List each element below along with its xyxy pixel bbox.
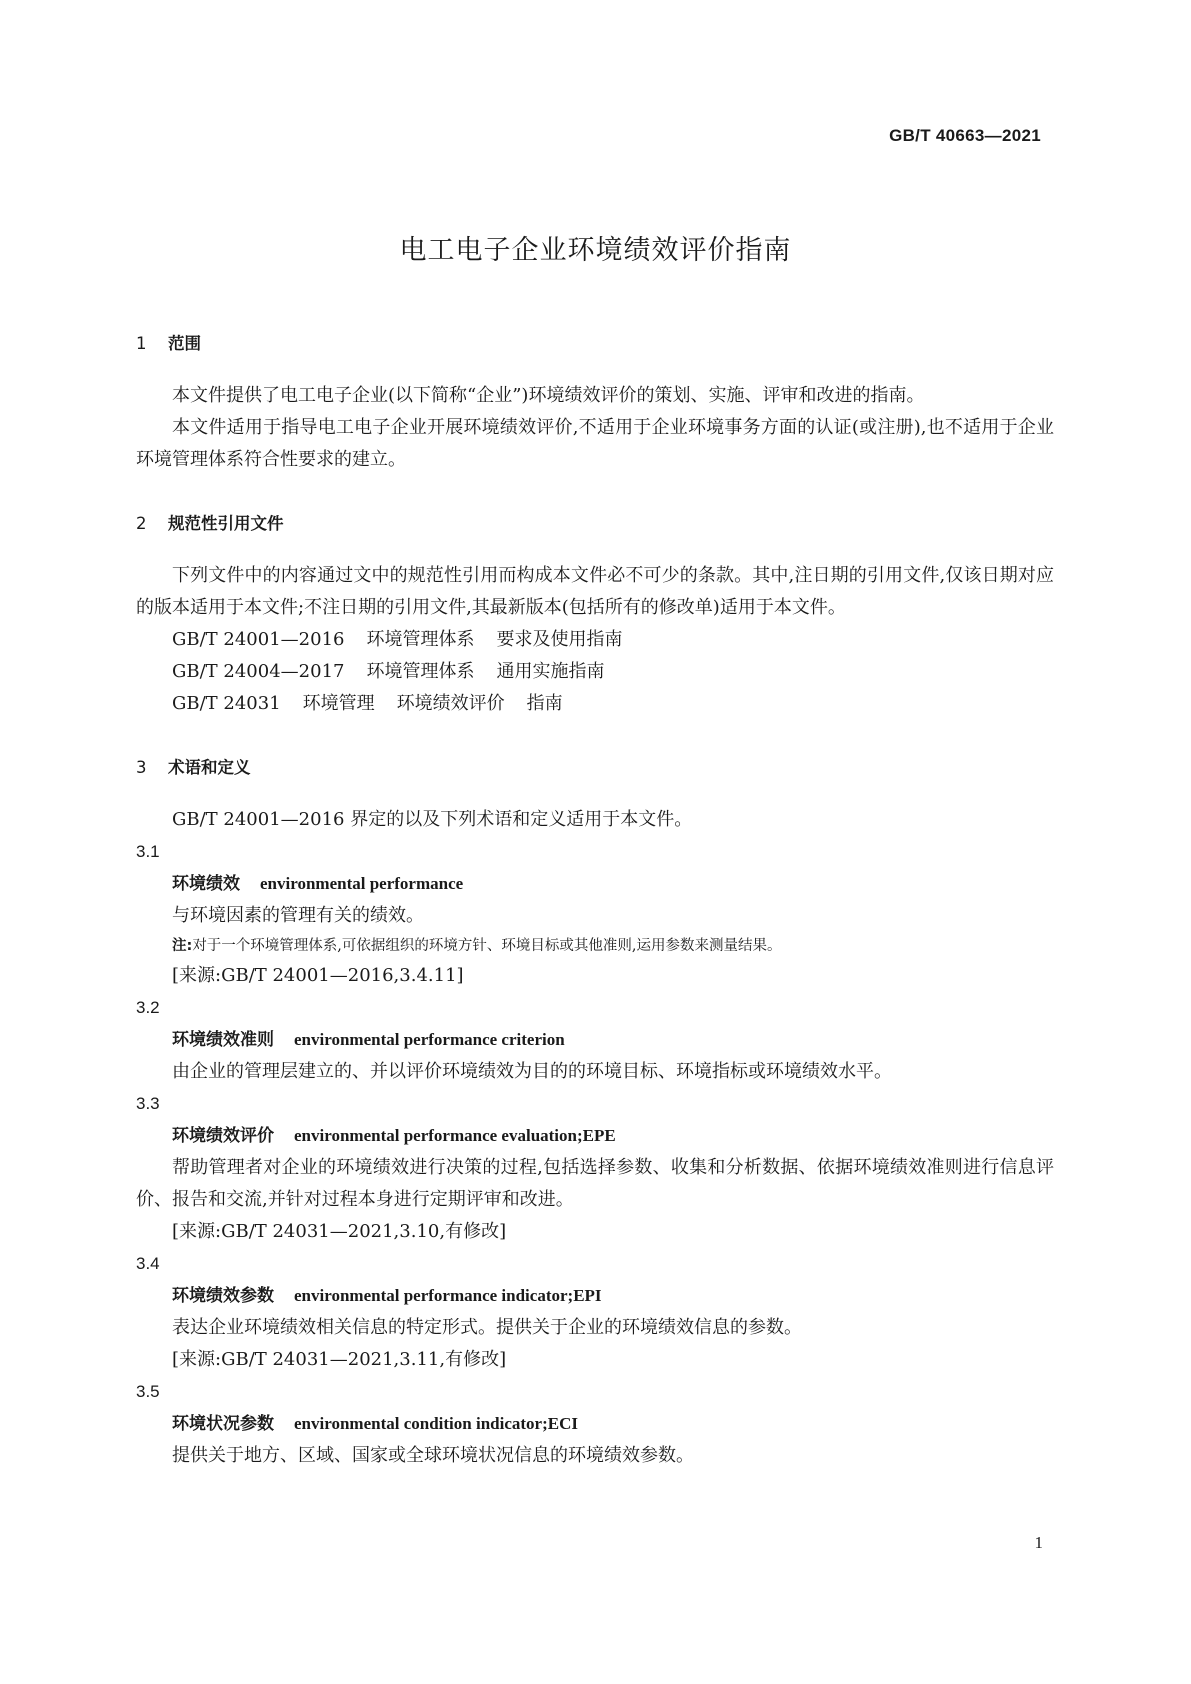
document-title: 电工电子企业环境绩效评价指南: [399, 235, 792, 266]
document-body: [136, 330, 1054, 1472]
paragraph: 下列文件中的内容通过文中的规范性引用而构成本文件必不可少的条款。其中,注日期的引用文件,仅该日期对应的版本适用于本文件;不注日期的引用文件,其最新版本(包括所有的修改单)适用于本文件。: [136, 565, 1054, 618]
term-source: [来源:GB/T 24031—2021,3.10,有修改]: [172, 1221, 507, 1242]
term-en: environmental performance evaluation;EPE: [294, 1126, 616, 1145]
reference-item: GB/T 24001—2016 环境管理体系 要求及使用指南: [172, 629, 623, 650]
section-title: 范围: [168, 334, 201, 353]
section-heading-terms-definitions: [136, 754, 1054, 782]
term-definition: 表达企业环境绩效相关信息的特定形式。提供关于企业的环境绩效信息的参数。: [172, 1317, 802, 1338]
section-heading-scope: [136, 330, 1054, 358]
section-title: 术语和定义: [168, 758, 251, 777]
term-note: 注:对于一个环境管理体系,可依据组织的环境方针、环境目标或其他准则,运用参数来测量结果。: [172, 938, 782, 954]
term-en: environmental performance criterion: [294, 1030, 565, 1049]
term-definition: 提供关于地方、区域、国家或全球环境状况信息的环境绩效参数。: [172, 1445, 694, 1466]
section-heading-normative-references: [136, 510, 1054, 538]
term-heading: [136, 1408, 1054, 1440]
term-number: 3.3: [136, 1094, 160, 1113]
term-heading: [136, 1120, 1054, 1152]
term-cn: 环境绩效参数: [172, 1286, 274, 1306]
section-number: 2: [136, 514, 147, 533]
term-cn: 环境绩效准则: [172, 1030, 274, 1050]
term-heading: [136, 1280, 1054, 1312]
term-number: 3.2: [136, 998, 160, 1017]
term-number: 3.5: [136, 1382, 160, 1401]
term-definition: 与环境因素的管理有关的绩效。: [172, 905, 424, 926]
paragraph: 本文件适用于指导电工电子企业开展环境绩效评价,不适用于企业环境事务方面的认证(或注册),也不适用于企业环境管理体系符合性要求的建立。: [136, 417, 1054, 470]
term-source: [来源:GB/T 24001—2016,3.4.11]: [172, 965, 464, 986]
term-en: environmental performance indicator;EPI: [294, 1286, 602, 1305]
term-number: 3.4: [136, 1254, 160, 1273]
term-en: environmental condition indicator;ECI: [294, 1414, 578, 1433]
term-heading: [136, 1024, 1054, 1056]
page-number: 1: [1034, 1533, 1043, 1552]
term-number: 3.1: [136, 842, 160, 861]
reference-item: GB/T 24031 环境管理 环境绩效评价 指南: [172, 693, 563, 714]
term-cn: 环境状况参数: [172, 1414, 274, 1434]
paragraph: GB/T 24001—2016 界定的以及下列术语和定义适用于本文件。: [172, 809, 693, 830]
section-title: 规范性引用文件: [168, 514, 284, 533]
term-cn: 环境绩效: [172, 874, 240, 894]
term-definition: 帮助管理者对企业的环境绩效进行决策的过程,包括选择参数、收集和分析数据、依据环境绩效准则进行信息评价、报告和交流,并针对过程本身进行定期评审和改进。: [136, 1157, 1054, 1210]
note-label: 注:: [172, 938, 193, 954]
term-source: [来源:GB/T 24031—2021,3.11,有修改]: [172, 1349, 507, 1370]
paragraph: 本文件提供了电工电子企业(以下简称“企业”)环境绩效评价的策划、实施、评审和改进的指南。: [172, 385, 925, 406]
term-cn: 环境绩效评价: [172, 1126, 274, 1146]
term-definition: 由企业的管理层建立的、并以评价环境绩效为目的的环境目标、环境指标或环境绩效水平。: [172, 1061, 892, 1082]
section-number: 1: [136, 334, 147, 353]
standard-code: GB/T 40663—2021: [889, 126, 1041, 145]
term-en: environmental performance: [260, 874, 464, 893]
reference-item: GB/T 24004—2017 环境管理体系 通用实施指南: [172, 661, 605, 682]
section-number: 3: [136, 758, 147, 777]
term-heading: [136, 868, 1054, 900]
